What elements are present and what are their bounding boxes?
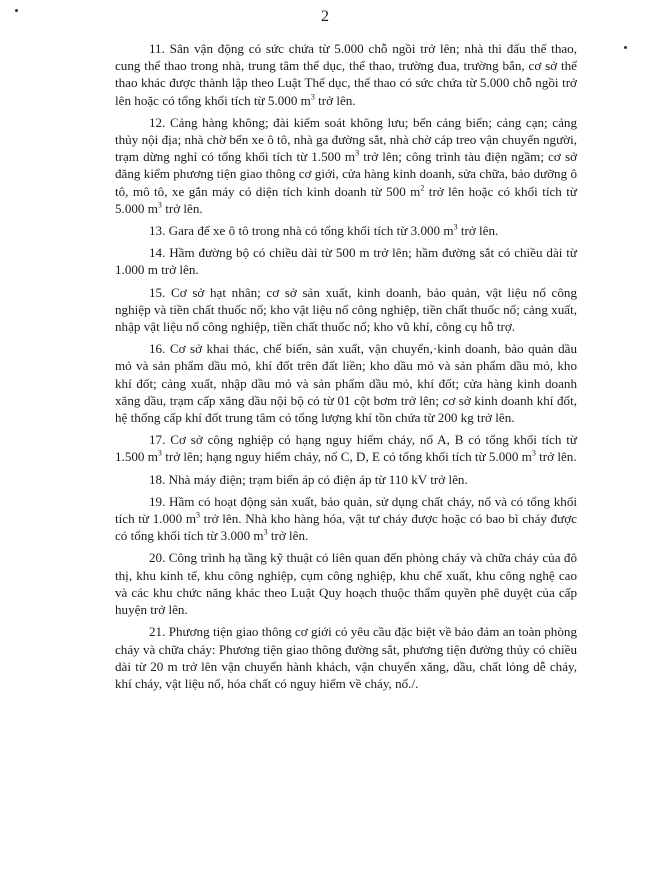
item-12: 12. Cảng hàng không; đài kiểm soát không lưu; bến cảng biển; cảng cạn; cảng thủy nội địa; nhà chờ bến xe ô tô, nhà ga đường sắt, nhà chờ cáp treo vận chuyển người, trạm dừng nghỉ có tổng khối tích từ 1.500 $m^3$ trở lên; công trình tàu điện ngầm; cơ sở đăng kiểm phương tiện giao thông cơ giới, cửa hàng kinh doanh, sửa chữa, bảo dưỡng ô tô, mô tô, xe gắn máy có diện tích kinh doanh từ 500 $m^2$ trở lên hoặc có khối tích từ 5.000 $m^3$ trở lên. xyxy=(115,114,577,216)
scan-speck-right xyxy=(624,46,627,49)
item-19: 19. Hầm có hoạt động sản xuất, bảo quản, sử dụng chất cháy, nổ và có tổng khối tích từ 1.000 $m^3$ trở lên. Nhà kho hàng hóa, vật tư cháy được hoặc có bao bì cháy được có tổng khối tích từ 3.000 $m^3$ trở lên. xyxy=(115,493,577,544)
item-18: 18. Nhà máy điện; trạm biến áp có điện áp từ 110 kV trở lên. xyxy=(149,471,468,487)
item-20: 20. Công trình hạ tầng kỹ thuật có liên quan đến phòng cháy và chữa cháy của đô thị, khu kinh tế, khu công nghiệp, cụm công nghiệp, khu chế xuất, khu công nghệ cao và các khu chức năng khác theo Luật Quy hoạch thuộc thẩm quyền phê duyệt của cấp huyện trở lên. xyxy=(115,550,577,618)
document-body xyxy=(115,40,577,697)
item-17: 17. Cơ sở công nghiệp có hạng nguy hiểm cháy, nổ A, B có tổng khối tích từ 1.500 $m^3$ trở lên; hạng nguy hiểm cháy, nổ C, D, E có tổng khối tích từ 5.000 $m^3$ trở lên. xyxy=(115,432,577,465)
item-16: 16. Cơ sở khai thác, chế biến, sản xuất, vận chuyển,·kinh doanh, bảo quản dầu mỏ và sản phẩm dầu mỏ, khí đốt trên đất liền; kho dầu mỏ và sản phẩm dầu mỏ, kho khí đốt; cảng xuất, nhập dầu mỏ và sản phẩm dầu mỏ, khí đốt; cửa hàng kinh doanh xăng dầu, trạm cấp xăng dầu nội bộ có từ 01 cột bơm trở lên; cơ sở kinh doanh khí đốt, hệ thống cấp khí đốt trung tâm có tổng lượng khí tồn chứa từ 200 kg trở lên. xyxy=(115,341,577,426)
page-number: 2 xyxy=(321,8,329,25)
item-13: 13. Gara để xe ô tô trong nhà có tổng khối tích từ 3.000 $m^3$ trở lên. xyxy=(149,222,499,239)
item-15: 15. Cơ sở hạt nhân; cơ sở sản xuất, kinh doanh, bảo quản, vật liệu nổ công nghiệp và tiền chất thuốc nổ; kho vật liệu nổ công nghiệp, tiền chất thuốc nổ; cảng xuất, nhập vật liệu nổ công nghiệp, tiền chất thuốc nổ; kho vũ khí, công cụ hỗ trợ. xyxy=(115,284,577,335)
item-14: 14. Hầm đường bộ có chiều dài từ 500 m trở lên; hầm đường sắt có chiều dài từ 1.000 m trở lên. xyxy=(115,245,577,278)
item-21: 21. Phương tiện giao thông cơ giới có yêu cầu đặc biệt về bảo đảm an toàn phòng cháy và chữa cháy: Phương tiện giao thông đường sắt, phương tiện đường thủy có chiều dài từ 20 m trở lên vận chuyển hành khách, vận chuyển xăng, dầu, chất lỏng dễ cháy, khí cháy, vật liệu nổ, hóa chất có nguy hiểm về cháy, nổ./. xyxy=(115,624,577,691)
item-11: 11. Sân vận động có sức chứa từ 5.000 chỗ ngồi trở lên; nhà thi đấu thể thao, cung thể thao trong nhà, trung tâm thể dục, thể thao, trường đua, trường bắn, cơ sở thể thao khác được thành lập theo Luật Thể dục, thể thao có sức chứa từ 5.000 chỗ ngồi trở lên hoặc có tổng khối tích từ 5.000 $m^3$ trở lên. xyxy=(115,41,577,108)
